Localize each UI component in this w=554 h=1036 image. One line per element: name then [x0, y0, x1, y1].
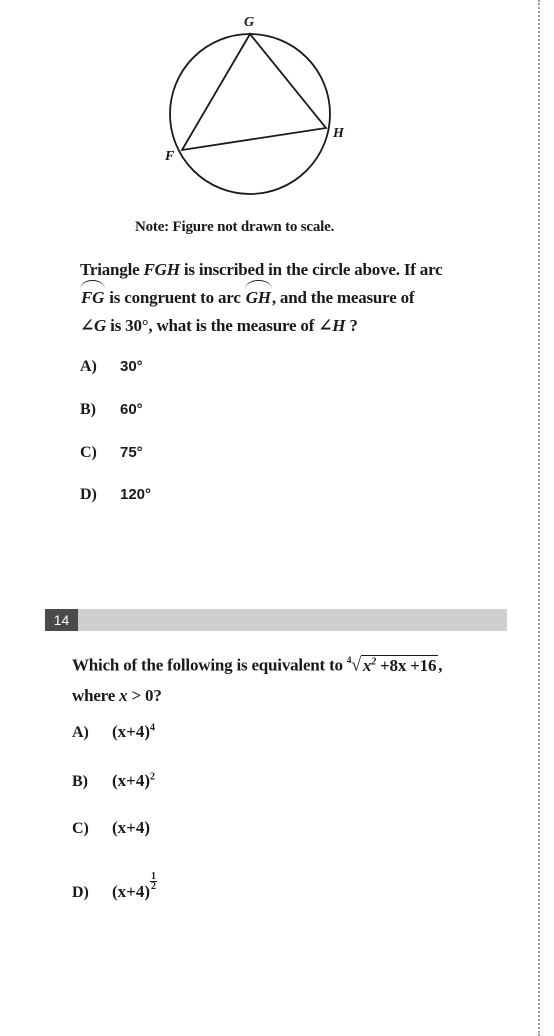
page-margin-rule: [538, 0, 540, 1036]
q13-choice-d[interactable]: [80, 486, 151, 504]
text-fragment: 75°: [120, 444, 143, 461]
text-fragment: is inscribed in the circle above. If arc: [179, 260, 443, 279]
text-fragment: B): [72, 773, 88, 790]
circle: [170, 34, 330, 194]
text-fragment: (x+4): [112, 818, 151, 837]
text-fragment: (x+4): [112, 882, 151, 901]
q13-choice-b[interactable]: [80, 401, 143, 419]
fourth-root-expression: $^4$√ $x^2 +8x +16$: [346, 654, 437, 675]
q14-choice-c[interactable]: [72, 818, 150, 838]
label-g: G: [244, 15, 255, 30]
text-fragment: +8x +16: [376, 655, 437, 675]
q13-choice-c[interactable]: [80, 444, 143, 462]
text-fragment: B): [80, 401, 96, 418]
label-f: F: [165, 149, 175, 164]
text-fragment: 2: [371, 656, 376, 667]
question-14-stem: [72, 648, 522, 710]
text-fragment: Triangle: [80, 260, 144, 279]
text-fragment: x: [119, 685, 128, 705]
arc-fg: FG: [80, 284, 105, 312]
figure-note: Note: Figure not drawn to scale.: [135, 219, 335, 235]
text-fragment: 2: [150, 771, 156, 783]
question-14-number: 14: [45, 609, 78, 631]
text-fragment: where: [72, 685, 120, 705]
text-fragment: , and the measure of: [271, 288, 415, 307]
text-fragment: 120°: [120, 486, 152, 503]
q13-choice-a[interactable]: [80, 358, 143, 376]
text-fragment: 1: [151, 871, 157, 882]
text-fragment: ?: [345, 316, 358, 335]
text-fragment: > 0?: [127, 685, 162, 705]
text-fragment: 60°: [120, 401, 143, 418]
text-fragment: C): [72, 820, 89, 837]
question-14-header-bar: [45, 609, 507, 631]
text-fragment: 2: [151, 881, 157, 892]
q14-choice-d[interactable]: [72, 872, 157, 902]
question-13-stem: [80, 256, 510, 340]
text-fragment: FGH: [143, 260, 180, 279]
text-fragment: (x+4): [112, 771, 151, 790]
text-fragment: x: [362, 655, 372, 675]
text-fragment: Which of the following is equivalent to: [72, 655, 347, 675]
text-fragment: is congruent to arc: [105, 288, 245, 307]
triangle-fgh: [182, 34, 326, 150]
text-fragment: is 30°, what is the measure of: [106, 316, 319, 335]
text-fragment: 4: [150, 722, 156, 734]
label-h: H: [333, 126, 344, 141]
text-fragment: A): [72, 724, 89, 741]
q14-choice-b[interactable]: [72, 771, 155, 791]
inscribed-triangle-figure: [150, 8, 370, 208]
text-fragment: ,: [438, 655, 443, 675]
text-fragment: D): [72, 884, 89, 901]
text-fragment: A): [80, 358, 97, 375]
exponent-fraction: [150, 872, 157, 891]
arc-gh: GH: [245, 284, 272, 312]
text-fragment: D): [80, 486, 97, 503]
text-fragment: (x+4): [112, 722, 151, 741]
text-fragment: ∠G: [80, 316, 107, 335]
text-fragment: C): [80, 444, 97, 461]
q14-choice-a[interactable]: [72, 722, 155, 742]
text-fragment: 4: [346, 654, 352, 665]
text-fragment: ∠H: [318, 316, 346, 335]
text-fragment: 30°: [120, 358, 143, 375]
